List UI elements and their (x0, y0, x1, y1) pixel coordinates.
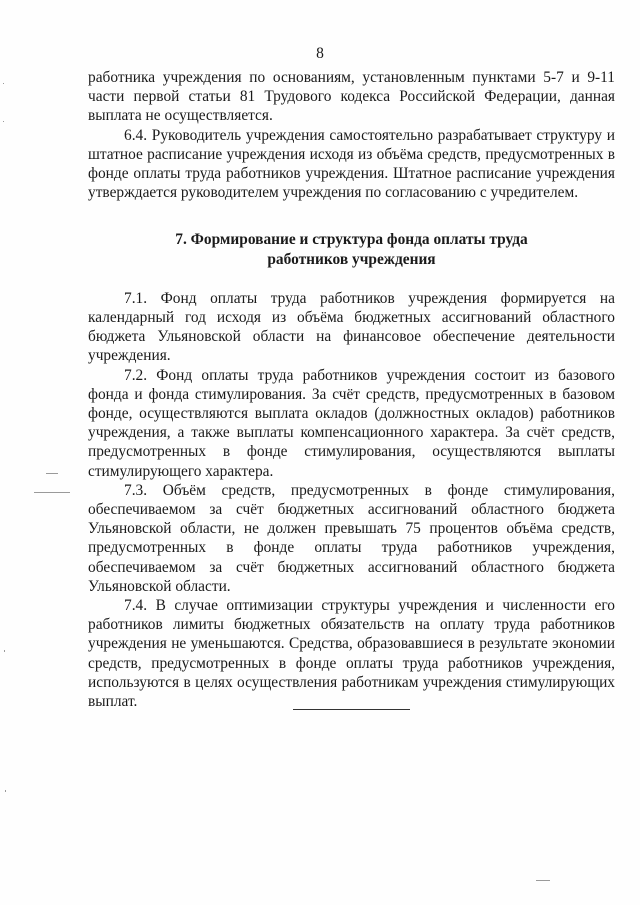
scan-artifact (3, 121, 4, 122)
paragraph-7-2: 7.2. Фонд оплаты труда работников учреждения состоит из базового фонда и фонда стимулирования. За счёт средств, предусмотренных в базовом фонде, осуществляются выплата окладов (должностных окладов) работников учреждения, а также выплаты компенсационного характера. За счёт средств, предусмотренных в фонде стимулирования, осуществляются выплаты стимулирующего характера. (88, 366, 615, 480)
paragraph-7-3: 7.3. Объём средств, предусмотренных в фонде стимулирования, обеспечиваемом за счёт бюджетных ассигнований областного бюджета Ульяновской области, не должен превышать 75 процентов объёма средств, предусмотренных в фонде оплаты труда работников учреждения, обеспечиваемом за счёт бюджетных ассигнований областного бюджета Ульяновской области. (88, 481, 615, 595)
section-heading-line-1: 7. Формирование и структура фонда оплаты труда (175, 231, 528, 249)
paragraph-7-4: 7.4. В случае оптимизации структуры учреждения и численности его работников лимиты бюджетных обязательств на оплату труда работников учреждения не уменьшаются. Средства, образовавшиеся в результате экономии средств, предусмотренных в фонде оплаты труда работников учреждения, используются в целях осуществления работникам учреждения стимулирующих выплат. (88, 597, 615, 711)
page-number: 8 (316, 45, 324, 62)
section-heading (88, 230, 615, 268)
scan-artifact (536, 880, 550, 881)
scan-artifact (46, 473, 58, 474)
scan-artifact (4, 650, 5, 652)
paragraph-continuation: работника учреждения по основаниям, установленным пунктами 5-7 и 9-11 части первой статьи 81 Трудового кодекса Российской Федерации, данная выплата не осуществляется. (88, 69, 615, 125)
document-body (88, 68, 615, 711)
paragraph-6-4: 6.4. Руководитель учреждения самостоятельно разрабатывает структуру и штатное расписание учреждения исходя из объёма средств, предусмотренных в фонде оплаты труда работников учреждения. Штатное расписание учреждения утверждается руководителем учреждения по согласованию с учредителем. (88, 126, 615, 202)
paragraph-7-1: 7.1. Фонд оплаты труда работников учреждения формируется на календарный год исходя из объёма бюджетных ассигнований областного бюджета Ульяновской области на финансовое обеспечение деятельности учреждения. (88, 289, 615, 365)
section-heading-line-2: работников учреждения (267, 250, 436, 268)
scan-artifact (34, 492, 70, 493)
scan-artifact (3, 83, 4, 84)
scan-artifact (5, 790, 6, 792)
end-of-document-rule (293, 709, 410, 710)
